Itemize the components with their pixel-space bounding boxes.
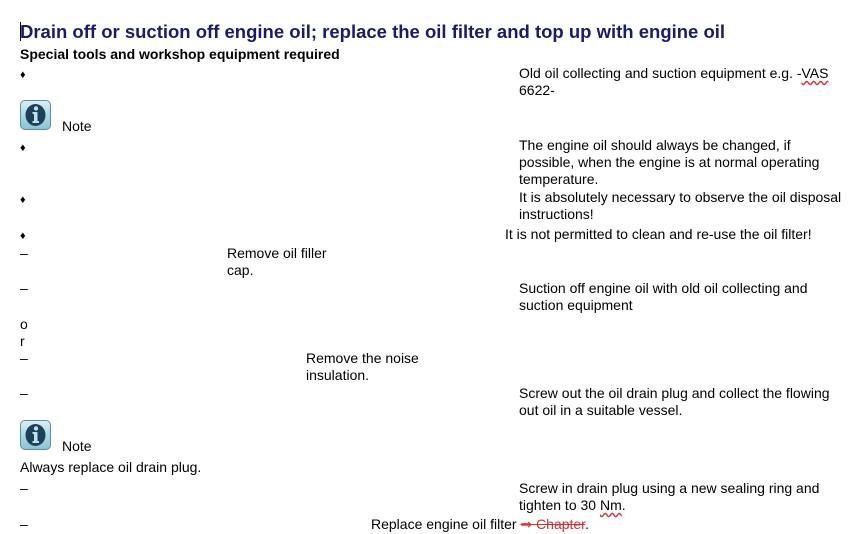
info-icon: [20, 420, 51, 450]
document-title: Drain off or suction off engine oil; replace the oil filter and top up with engine oil: [20, 21, 726, 42]
dash-marker: –: [20, 480, 28, 496]
period: .: [621, 497, 626, 513]
step-screw-out: Screw out the oil drain plug and collect the flowing out oil in a suitable vessel.: [519, 385, 830, 418]
tool-code: VAS: [801, 65, 829, 81]
period: .: [585, 516, 589, 532]
section-subtitle: Special tools and workshop equipment required: [20, 46, 340, 62]
chapter-link[interactable]: ⇒ Chapter: [520, 516, 586, 532]
dash-marker: –: [20, 516, 28, 532]
step-screw-in-text: Screw in drain plug using a new sealing ring and tighten to 30: [519, 480, 820, 513]
bullet-marker: ♦: [20, 194, 26, 206]
or-text: o: [20, 316, 28, 332]
step-replace-filter: [371, 516, 589, 533]
note-item: It is not permitted to clean and re-use the oil filter!: [505, 226, 812, 242]
tool-code-number: 6622-: [519, 82, 555, 98]
tool-item-text: Old oil collecting and suction equipment e.g. -: [519, 65, 802, 81]
note-label: Note: [62, 118, 92, 134]
note-item: The engine oil should always be changed, if possible, when the engine is at normal operating temperature.: [519, 137, 820, 187]
dash-marker: –: [20, 245, 28, 261]
bullet-marker: ♦: [20, 142, 26, 154]
step-screw-in: [519, 480, 849, 514]
torque-unit: Nm: [599, 497, 622, 513]
or-text: r: [20, 333, 25, 349]
note-text: Always replace oil drain plug.: [20, 459, 202, 475]
bullet-marker: ♦: [20, 230, 26, 242]
dash-marker: –: [20, 280, 28, 296]
dash-marker: –: [20, 385, 28, 401]
note-item: It is absolutely necessary to observe the oil disposal instructions!: [519, 189, 842, 222]
step-replace-filter-text: Replace engine oil filter: [371, 516, 521, 532]
step-remove-cap: Remove oil filler cap.: [227, 245, 327, 278]
dash-marker: –: [20, 350, 28, 366]
tool-item: [519, 65, 849, 99]
note-label: Note: [62, 438, 92, 454]
bullet-marker: ♦: [20, 69, 26, 81]
step-suction: Suction off engine oil with old oil collecting and suction equipment: [519, 280, 808, 313]
info-icon: [20, 100, 51, 130]
step-remove-insulation: Remove the noise insulation.: [306, 350, 419, 383]
